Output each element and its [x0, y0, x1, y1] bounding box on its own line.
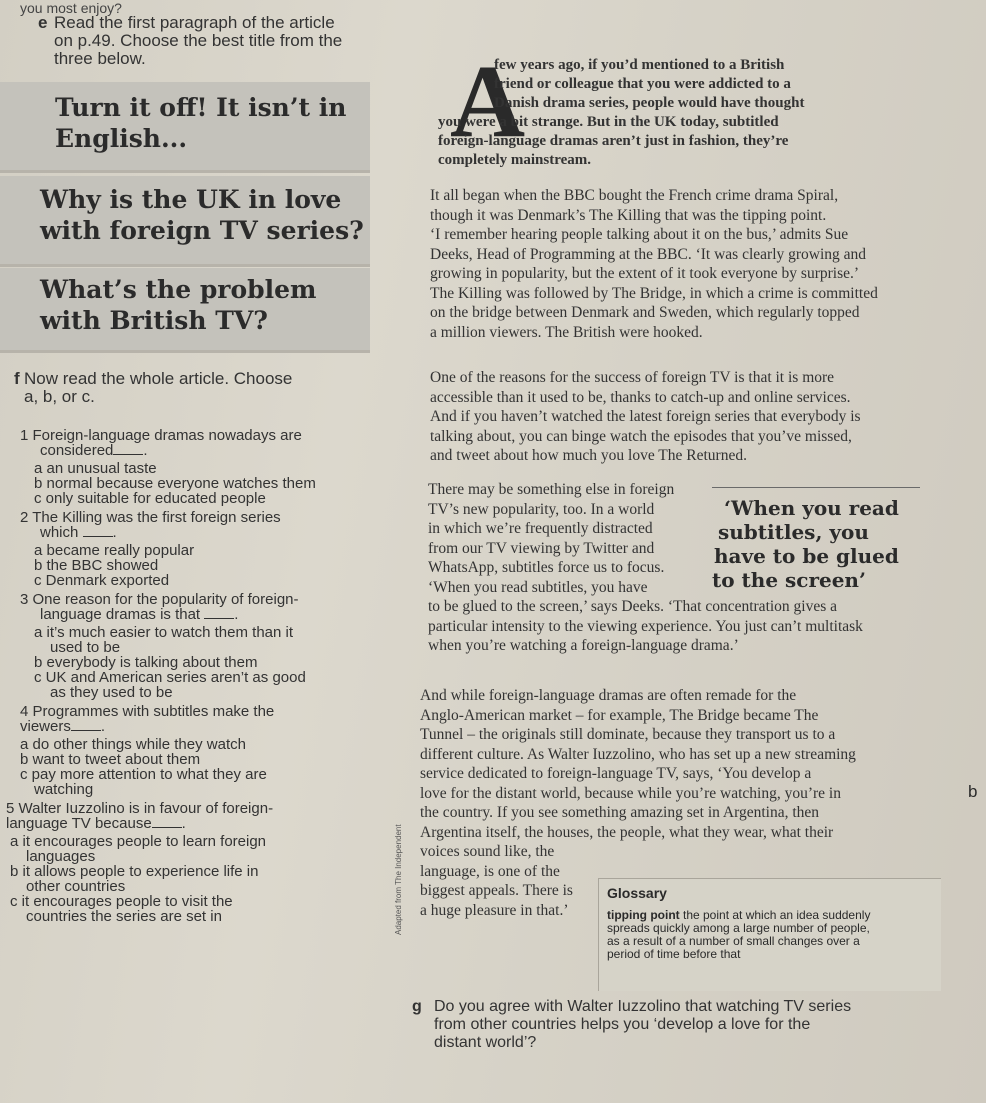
instruction-line: a, b, or c.: [24, 387, 95, 406]
title-line: English...: [55, 124, 188, 153]
exercise-e-instruction: [54, 14, 342, 68]
exercise-e-bullet: e: [38, 13, 48, 32]
answer-blank[interactable]: [83, 536, 113, 537]
article-paragraph-3: There may be something else in foreign TV’s new popularity, too. In a world in which we’re frequently distracted from our TV viewing by Twitter and WhatsApp, subtitles force us to focus. ‘When you read subtitles, you have: [428, 481, 675, 596]
exercise-f-instruction: [24, 370, 292, 406]
question-2-option-a[interactable]: a became really popular: [34, 542, 195, 559]
instruction-line: Now read the whole article. Choose: [24, 369, 293, 388]
question-3-option-a[interactable]: a it’s much easier to watch them than it: [34, 624, 294, 641]
exercise-f-questions: [6, 427, 370, 925]
glossary-entry: tipping point the point at which an idea suddenly spreads quickly among a large number of people, as a result of a number of small changes over a period of time before that: [607, 908, 871, 961]
question-1: 1 Foreign-language dramas nowadays are considered . a an unusual taste b normal because everyone watches them c only suitable for educated people: [20, 428, 370, 506]
title-line: with British TV?: [40, 306, 268, 335]
question-1-option-c[interactable]: c only suitable for educated people: [34, 490, 266, 507]
title-option-1[interactable]: [0, 82, 370, 173]
question-1-option-b[interactable]: b normal because everyone watches them: [34, 475, 316, 492]
article-paragraph-4: And while foreign-language dramas are often remade for the Anglo-American market – for example, The Bridge became The Tunnel – the originals still dominate, because they transport us to a different culture. As Walter Iuzzolino, who has set up a new streaming service dedicated to foreign-language TV, says, ‘You develop a love for the distant world, because while you’re watching, you’re in the country. If you see something amazing set in Argentina, then Argentina itself, the houses, the people, what they wear, what their: [420, 687, 856, 841]
question-4-option-b[interactable]: b want to tweet about them: [20, 751, 201, 768]
title-option-3[interactable]: [0, 268, 370, 353]
drop-cap: A: [450, 44, 526, 159]
question-3: 3 One reason for the popularity of foreign- language dramas is that . a it’s much easier to watch them than it used to be b everybody is talking about them c UK and American series aren’t as good as they used to be: [20, 592, 370, 700]
question-5-option-b[interactable]: b it allows people to experience life in: [10, 863, 259, 880]
answer-blank[interactable]: [204, 618, 234, 619]
source-credit: Adapted from The Independent: [394, 824, 403, 935]
instruction-line: Read the first paragraph of the article: [54, 13, 335, 32]
exercise-g-bullet: g: [412, 998, 422, 1015]
article-paragraph-3-continued: to be glued to the screen,’ says Deeks. ‘That concentration gives a particular intensity to the viewing experience. You just can’t multitask when you’re watching a foreign-language drama.’: [428, 598, 863, 654]
article-paragraph-1: It all began when the BBC bought the French crime drama Spiral, though it was Denmark’s The Killing that was the tipping point. ‘I remember hearing people talking about it on the bus,’ admits Sue Deeks, Head of Programming at the BBC. ‘It was clearly growing and growing in popularity, but the extent of it took everyone by surprise.’ The Killing was followed by The Bridge, in which a crime is committed on the bridge between Denmark and Sweden, which regularly topped a million viewers. The British were hooked.: [430, 187, 878, 341]
question-4: 4 Programmes with subtitles make the viewers . a do other things while they watch b want to tweet about them c pay more attention to what they are watching: [20, 704, 370, 797]
question-3-option-b[interactable]: b everybody is talking about them: [34, 654, 258, 671]
article-lead: few years ago, if you’d mentioned to a British friend or colleague that you were addicted to a Danish drama series, people would have thought you were a bit strange. But in the UK today, subtitled foreign-language dramas aren’t just in fashion, they’re completely mainstream.: [438, 57, 805, 168]
title-line: with foreign TV series?: [40, 216, 364, 245]
glossary-box: [598, 878, 941, 991]
instruction-line: on p.49. Choose the best title from the: [54, 31, 343, 50]
answer-blank[interactable]: [71, 730, 101, 731]
question-4-option-a[interactable]: a do other things while they watch: [20, 736, 246, 753]
question-1-option-a[interactable]: a an unusual taste: [34, 460, 157, 477]
article-paragraph-2: One of the reasons for the success of foreign TV is that it is more accessible than it used to be, thanks to catch-up and online services. And if you haven’t watched the latest foreign series that everybody is talking about, you can binge watch the episodes that you’ve missed, and tweet about how much you love The Returned.: [430, 369, 861, 464]
question-4-option-c[interactable]: c pay more attention to what they are: [20, 766, 267, 783]
instruction-line: three below.: [54, 49, 146, 68]
question-5-option-c[interactable]: c it encourages people to visit the: [10, 893, 233, 910]
pull-quote-rule: [712, 487, 920, 488]
title-option-2[interactable]: [0, 176, 370, 267]
question-2: 2 The Killing was the first foreign series which . a became really popular b the BBC showed c Denmark exported: [20, 510, 370, 588]
glossary-term: tipping point: [607, 908, 680, 922]
right-edge-letter: b: [968, 782, 978, 801]
title-line: Turn it off! It isn’t in: [55, 93, 347, 122]
answer-blank[interactable]: [152, 827, 182, 828]
question-5: 5 Walter Iuzzolino is in favour of foreign- language TV because . a it encourages people to learn foreign languages b it allows people to experience life in other countries c it encourages people to visit the countries the series are set in: [6, 801, 370, 924]
question-5-option-a[interactable]: a it encourages people to learn foreign: [10, 833, 267, 850]
exercise-g-question: Do you agree with Walter Iuzzolino that watching TV series from other countries helps you ‘develop a love for the distant world’?: [434, 998, 852, 1051]
question-2-option-b[interactable]: b the BBC showed: [34, 557, 159, 574]
exercise-f-bullet: f: [14, 369, 20, 388]
title-line: Why is the UK in love: [40, 185, 342, 214]
title-line: What’s the problem: [40, 275, 317, 304]
glossary-title: Glossary: [607, 885, 667, 901]
question-2-option-c[interactable]: c Denmark exported: [34, 572, 170, 589]
previous-exercise-fragment: you most enjoy?: [20, 0, 122, 16]
article-paragraph-4-tail: voices sound like, the language, is one of the biggest appeals. There is a huge pleasure in that.’: [420, 843, 573, 919]
answer-blank[interactable]: [113, 454, 143, 455]
question-3-option-c[interactable]: c UK and American series aren’t as good: [34, 669, 306, 686]
pull-quote: ‘When you read subtitles, you have to be glued to the screen’: [712, 496, 899, 592]
